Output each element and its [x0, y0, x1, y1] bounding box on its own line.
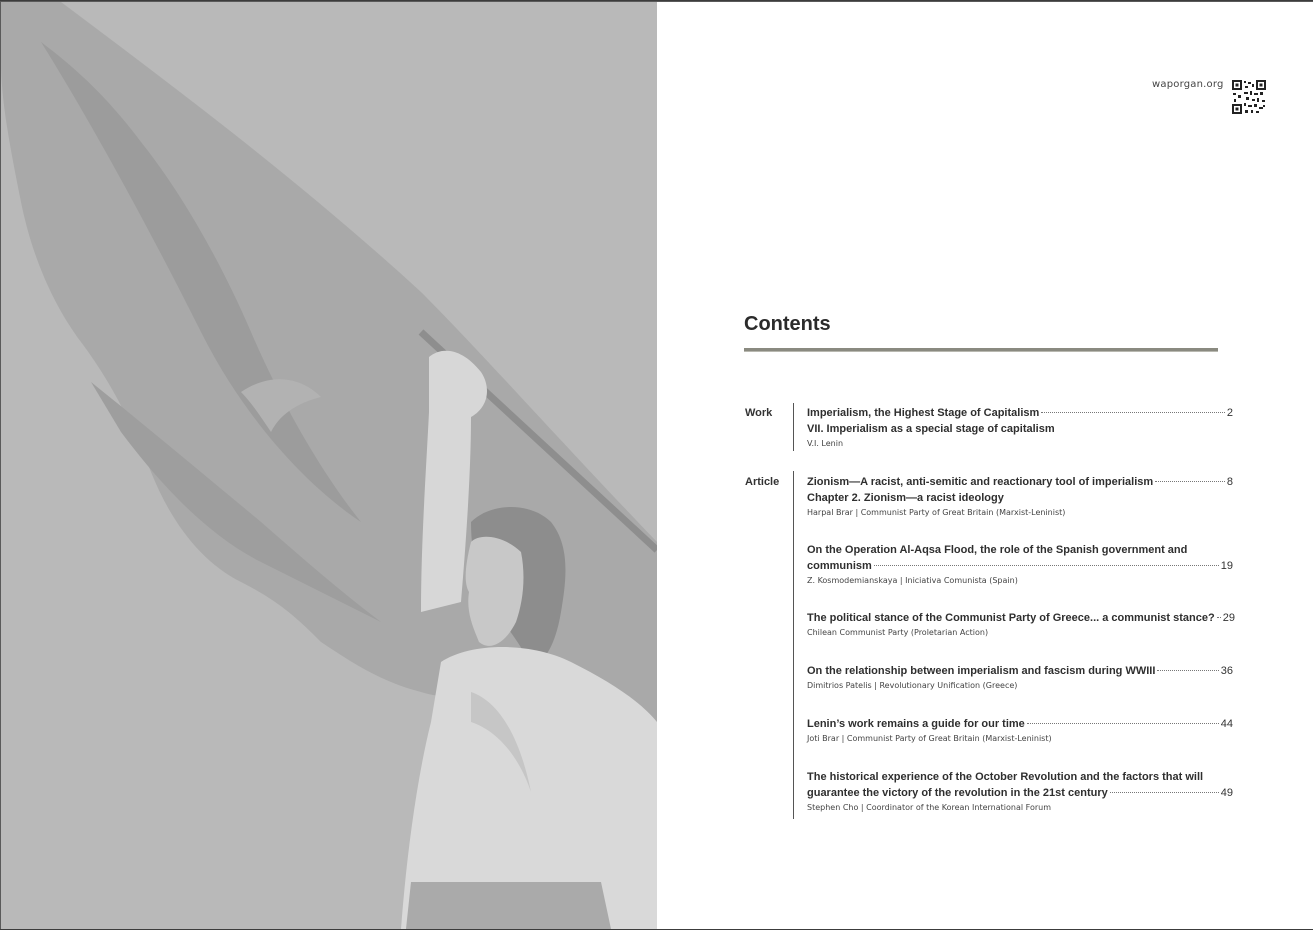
entry-title-continued: communism [807, 560, 872, 572]
entry-author: V.I. Lenin [807, 439, 844, 448]
entry-title-line [807, 474, 1233, 490]
woman-with-flag-illustration [1, 2, 657, 929]
toc-entry[interactable] [807, 769, 1233, 814]
entry-author: Z. Kosmodemianskaya | Iniciativa Comunista (Spain) [807, 576, 1018, 585]
dot-leader [1157, 670, 1218, 671]
contents-title: Contents [744, 313, 831, 335]
contents-page [657, 2, 1313, 929]
entry-title: On the Operation Al-Aqsa Flood, the role of the Spanish government and [807, 544, 1188, 556]
section-divider [793, 471, 794, 819]
entry-title: The historical experience of the October Revolution and the factors that will [807, 771, 1204, 783]
page-number: 44 [1220, 718, 1233, 730]
entry-title: On the relationship between imperialism and fascism during WWIII [807, 665, 1156, 677]
entry-title-line [807, 405, 1233, 421]
toc-entry[interactable] [807, 405, 1233, 450]
entry-title: Lenin’s work remains a guide for our time [807, 718, 1025, 730]
page-number: 36 [1220, 665, 1233, 677]
section-divider [793, 403, 794, 451]
entry-title: The political stance of the Communist Party of Greece... a communist stance? [807, 612, 1215, 624]
page-number: 49 [1220, 787, 1233, 799]
toc-entry[interactable] [807, 542, 1233, 587]
toc-entry[interactable] [807, 716, 1233, 745]
page-number: 19 [1220, 560, 1233, 572]
entry-author: Dimitrios Patelis | Revolutionary Unification (Greece) [807, 681, 1018, 690]
entry-title-line [807, 663, 1233, 679]
dot-leader [874, 565, 1219, 566]
qr-code-icon [1232, 80, 1266, 114]
dot-leader [1110, 792, 1219, 793]
entry-subtitle: Chapter 2. Zionism—a racist ideology [807, 492, 1004, 504]
entry-title: Imperialism, the Highest Stage of Capitalism [807, 407, 1040, 419]
skirt [406, 882, 611, 929]
entry-author: Joti Brar | Communist Party of Great Britain (Marxist-Leninist) [807, 734, 1052, 743]
site-url[interactable]: waporgan.org [1152, 79, 1224, 90]
toc-entry[interactable] [807, 474, 1233, 519]
entry-title-line [807, 716, 1233, 732]
entry-subtitle: VII. Imperialism as a special stage of capitalism [807, 423, 1055, 435]
dot-leader [1027, 723, 1219, 724]
title-rule [744, 348, 1218, 352]
dot-leader [1217, 617, 1221, 618]
entry-author: Chilean Communist Party (Proletarian Action) [807, 628, 989, 637]
toc-entry[interactable] [807, 663, 1233, 692]
cover-illustration-page [1, 2, 657, 929]
section-label-article: Article [745, 476, 780, 488]
toc-entry[interactable] [807, 610, 1233, 639]
dot-leader [1155, 481, 1225, 482]
entry-title-line [807, 558, 1233, 574]
page-number: 8 [1226, 476, 1233, 488]
section-label-work: Work [745, 407, 773, 419]
entry-title: Zionism—A racist, anti-semitic and reactionary tool of imperialism [807, 476, 1154, 488]
page-number: 29 [1222, 612, 1235, 624]
page-number: 2 [1226, 407, 1233, 419]
entry-title-line [807, 785, 1233, 801]
entry-author: Stephen Cho | Coordinator of the Korean International Forum [807, 803, 1051, 812]
entry-title-line [807, 610, 1233, 626]
entry-author: Harpal Brar | Communist Party of Great Britain (Marxist-Leninist) [807, 508, 1066, 517]
entry-title-continued: guarantee the victory of the revolution in the 21st century [807, 787, 1108, 799]
dot-leader [1041, 412, 1225, 413]
